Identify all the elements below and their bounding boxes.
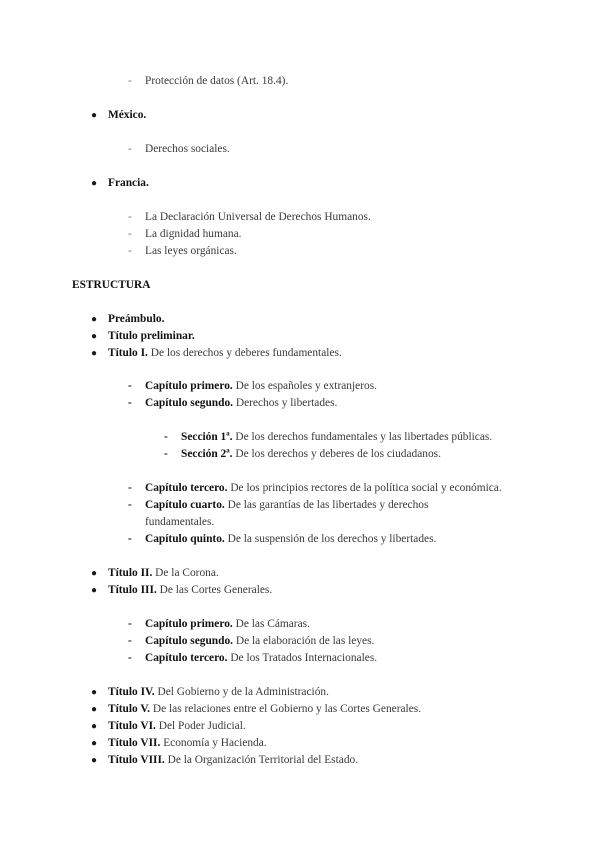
list-item-mexico: ● México. [108,107,146,124]
dash-marker: - [128,245,132,257]
list-item-seccion: - Sección 2ª. De los derechos y deberes de los ciudadanos. [181,446,441,463]
list-item-capitulo: - Capítulo segundo. Derechos y libertades. [145,395,337,412]
list-item-titulo-6: ● Título VI. Del Poder Judicial. [108,718,246,735]
dash-marker: - [164,431,168,443]
bullet-marker: ● [91,704,98,715]
dash-marker: - [128,635,132,647]
list-item-titulo-1: ● Título I. De los derechos y deberes fundamentales. [108,345,342,362]
bullet-marker: ● [91,331,98,342]
list-item-titulo-7: ● Título VII. Economía y Hacienda. [108,735,267,752]
bullet-marker: ● [91,178,98,189]
bullet-marker: ● [91,721,98,732]
list-item-capitulo: - Capítulo tercero. De los Tratados Internacionales. [145,650,377,667]
bullet-marker: ● [91,738,98,749]
list-item-capitulo: - Capítulo cuarto. De las garantías de las libertades y derechos fundamentales. [128,499,429,528]
list-item: - Las leyes orgánicas. [145,243,237,260]
dash-marker: - [128,618,132,630]
bullet-marker: ● [91,110,98,121]
list-item-titulo-3: ● Título III. De las Cortes Generales. [108,582,272,599]
list-item-titulo-5: ● Título V. De las relaciones entre el Gobierno y las Cortes Generales. [108,701,421,718]
list-item-titulo-4: ● Título IV. Del Gobierno y de la Administración. [108,684,329,701]
dash-marker: - [128,380,132,392]
list-item: - La Declaración Universal de Derechos Humanos. [145,209,371,226]
bullet-marker: ● [91,348,98,359]
dash-marker: - [128,482,132,494]
dash-marker: - [164,448,168,460]
bullet-marker: ● [91,314,98,325]
bullet-marker: ● [91,585,98,596]
list-item: - Protección de datos (Art. 18.4). [145,73,288,90]
list-item-capitulo: - Capítulo segundo. De la elaboración de las leyes. [145,633,374,650]
list-item-capitulo: - Capítulo primero. De las Cámaras. [145,616,310,633]
list-item: - Derechos sociales. [145,141,230,158]
list-item: - La dignidad humana. [145,226,241,243]
list-item-preambulo: ● Preámbulo. [108,311,164,328]
dash-marker: - [128,533,132,545]
list-item-capitulo: - Capítulo primero. De los españoles y extranjeros. [145,378,377,395]
list-item-francia: ● Francia. [108,175,149,192]
dash-marker: - [128,397,132,409]
list-item-titulo-preliminar: ● Título preliminar. [108,328,195,345]
list-item-titulo-8: ● Título VIII. De la Organización Territorial del Estado. [108,752,358,769]
section-heading: ESTRUCTURA [72,279,151,291]
list-item-seccion: - Sección 1ª. De los derechos fundamentales y las libertades públicas. [181,429,492,446]
bullet-marker: ● [91,568,98,579]
dash-marker: - [128,75,132,87]
dash-marker: - [128,652,132,664]
list-item-titulo-2: ● Título II. De la Corona. [108,565,219,582]
list-item-capitulo: - Capítulo tercero. De los principios rectores de la política social y económica. [145,480,502,497]
dash-marker: - [128,228,132,240]
dash-marker: - [128,143,132,155]
dash-marker: - [128,211,132,223]
list-item-capitulo: - Capítulo quinto. De la suspensión de los derechos y libertades. [145,531,436,548]
bullet-marker: ● [91,755,98,766]
dash-marker: - [128,499,132,511]
bullet-marker: ● [91,687,98,698]
